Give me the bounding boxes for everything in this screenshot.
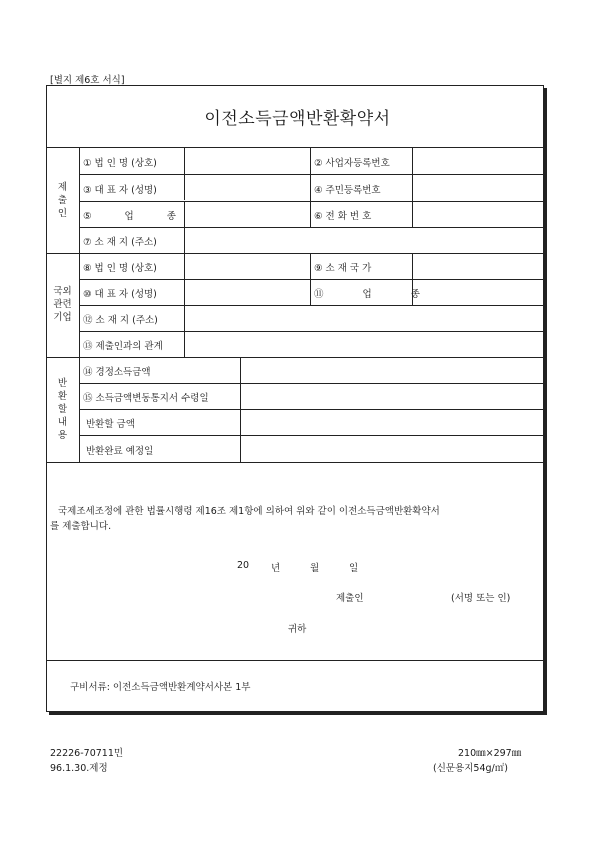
paper-size: 210㎜×297㎜	[458, 748, 522, 759]
submitter-label: 제출인	[336, 593, 364, 604]
frame-shadow-right	[544, 88, 547, 715]
statement-line-1: 국제조세조정에 관한 법률시행령 제16조 제1항에 의하여 위와 같이 이전소득금액반환확약서	[58, 506, 440, 517]
refund-amount-label: 반환할 금액	[86, 419, 135, 430]
section-line	[46, 253, 544, 254]
right-label-line	[310, 147, 311, 227]
relationship-label: ⑬ 제출인과의 관계	[83, 341, 163, 352]
label-column-line	[184, 147, 185, 200]
content-label-line	[240, 357, 241, 462]
table-bottom-line	[46, 462, 544, 463]
date-month: 월	[310, 563, 320, 574]
row-line	[79, 201, 544, 202]
right-value-line	[412, 147, 413, 227]
industry-label: ⑤ 업 종	[83, 211, 176, 222]
enactment-date: 96.1.30.제정	[50, 763, 108, 774]
addressee: 귀하	[288, 624, 307, 635]
refund-date-label: 반환완료 예정일	[86, 446, 154, 457]
resident-reg-label: ④ 주민등록번호	[314, 185, 381, 196]
row-line	[79, 383, 544, 384]
table-top-line	[46, 147, 544, 148]
paper-type: (신문용지54g/㎡)	[433, 763, 508, 774]
phone-label: ⑥ 전 화 번 호	[314, 211, 372, 222]
attachments-line	[46, 660, 544, 661]
business-reg-label: ② 사업자등록번호	[314, 158, 390, 169]
statement-line-2: 를 제출합니다.	[50, 521, 112, 532]
right-label-line	[310, 253, 311, 305]
row-line	[79, 409, 544, 410]
document-title: 이전소득금액반환확약서	[204, 109, 391, 129]
section-foreign-label: 국외 관련 기업	[53, 286, 72, 323]
foreign-address-label: ⑫ 소 재 지 (주소)	[83, 315, 158, 326]
row-line	[79, 279, 544, 280]
country-label: ⑨ 소 재 국 가	[314, 263, 372, 274]
label-column-line	[184, 253, 185, 357]
corp-name-label: ① 법 인 명 (상호)	[83, 158, 157, 169]
row-line	[79, 174, 544, 175]
form-label: [별지 제6호 서식]	[50, 75, 125, 86]
group-column-line	[79, 147, 80, 462]
address-label: ⑦ 소 재 지 (주소)	[83, 237, 157, 248]
row-line	[79, 227, 544, 228]
label-column-line	[184, 201, 185, 227]
section-line	[46, 357, 544, 358]
row-line	[79, 435, 544, 436]
date-year: 년	[271, 563, 281, 574]
foreign-representative-label: ⑩ 대 표 자 (성명)	[83, 289, 157, 300]
frame-shadow-bottom	[49, 712, 547, 715]
date-year-prefix: 20	[237, 560, 250, 571]
foreign-industry-label: ⑪ 업 종	[314, 289, 420, 300]
row-line	[79, 331, 544, 332]
date-day: 일	[349, 563, 359, 574]
representative-label: ③ 대 표 자 (성명)	[83, 185, 157, 196]
section-refund-label: 반 환 할 내 용	[57, 378, 68, 441]
section-submitter-label: 제 출 인	[57, 182, 68, 219]
corrected-income-label: ⑭ 경정소득금액	[83, 367, 151, 378]
notice-receipt-date-label: ⑮ 소득금액변동통지서 수령일	[83, 393, 209, 404]
row-line	[79, 305, 544, 306]
form-code: 22226-70711민	[50, 748, 124, 759]
foreign-corp-name-label: ⑧ 법 인 명 (상호)	[83, 263, 157, 274]
signature-note: (서명 또는 인)	[451, 593, 511, 604]
label-column-line	[184, 227, 185, 253]
attachments-note: 구비서류: 이전소득금액반환계약서사본 1부	[70, 682, 251, 693]
